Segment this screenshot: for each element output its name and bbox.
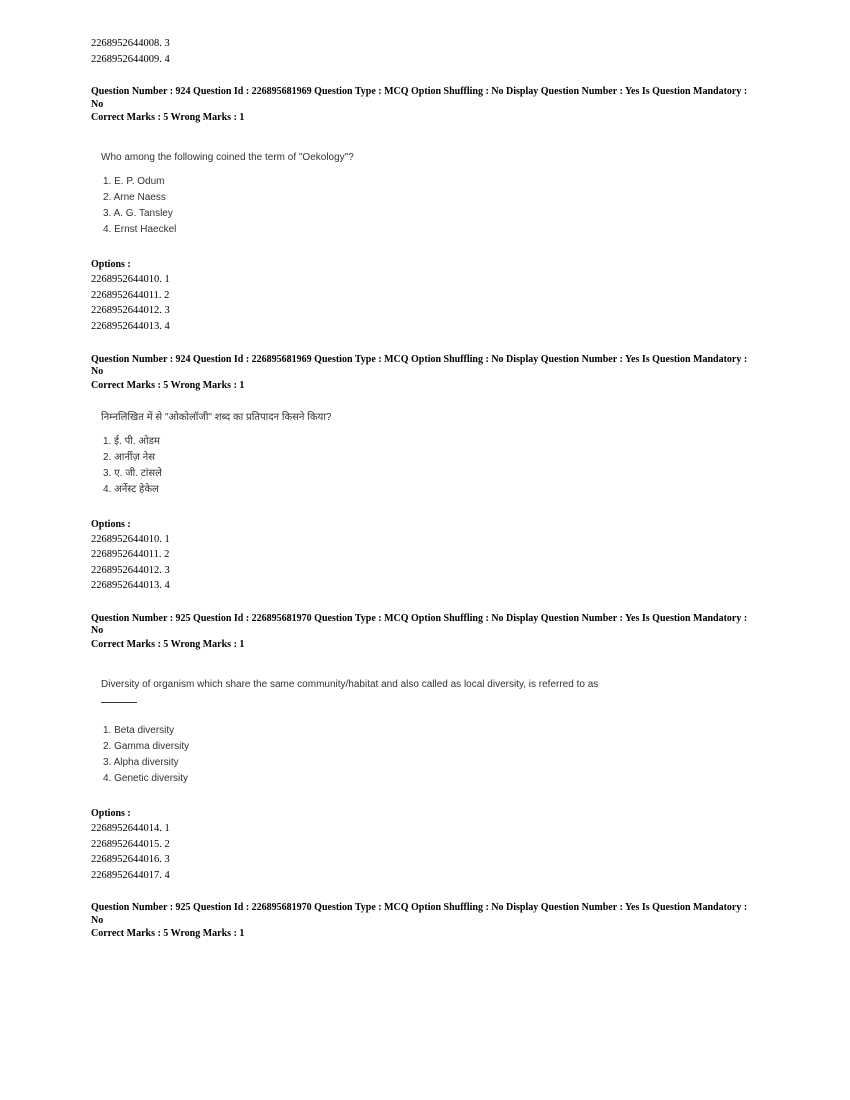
- option-id-line: 2268952644010. 1: [91, 533, 170, 545]
- option-id-line: 2268952644017. 4: [91, 869, 170, 881]
- question-header: Question Number : 925 Question Id : 226895681970 Question Type : MCQ Option Shuffling : No Display Question Number : Yes Is Question Mandatory : No: [91, 902, 748, 926]
- choice-item: 3. Alpha diversity: [103, 756, 179, 768]
- option-id-line: 2268952644015. 2: [91, 838, 170, 850]
- option-id-line: 2268952644013. 4: [91, 580, 170, 592]
- choice-item: 4. Ernst Haeckel: [103, 224, 177, 236]
- choice-item: 3. ए. जी. टांसले: [103, 467, 162, 479]
- question-block: [91, 86, 751, 334]
- question-image: [91, 150, 751, 238]
- option-id-line: 2268952644013. 4: [91, 320, 170, 332]
- choice-item: 4. Genetic diversity: [103, 772, 189, 784]
- answer-blank: [101, 694, 137, 703]
- choice-item: 1. E. P. Odum: [103, 176, 165, 188]
- choice-item: 2. आर्नीज़ नेस: [103, 451, 155, 463]
- option-id-line: 2268952644014. 1: [91, 822, 170, 834]
- question-image: [91, 410, 751, 498]
- option-id-line: 2268952644011. 2: [91, 289, 170, 301]
- question-marks: Correct Marks : 5 Wrong Marks : 1: [91, 928, 245, 940]
- question-text: Who among the following coined the term of "Oekology"?: [101, 152, 354, 164]
- question-text: निम्नलिखित में से "ओकोलॉजी" शब्द का प्रतिपादन किसने किया?: [101, 411, 332, 423]
- option-id-line: 2268952644011. 2: [91, 549, 170, 561]
- question-choices: [101, 434, 751, 498]
- option-id-line: 2268952644009. 4: [91, 53, 170, 65]
- question-marks: Correct Marks : 5 Wrong Marks : 1: [91, 112, 245, 124]
- options-title: Options :: [91, 518, 131, 530]
- question-choices: [101, 723, 751, 787]
- option-id-line: 2268952644010. 1: [91, 274, 170, 286]
- choice-item: 2. Gamma diversity: [103, 740, 190, 752]
- question-header: Question Number : 924 Question Id : 226895681969 Question Type : MCQ Option Shuffling : No Display Question Number : Yes Is Question Mandatory : No: [91, 86, 748, 110]
- question-header: Question Number : 925 Question Id : 226895681970 Question Type : MCQ Option Shuffling : No Display Question Number : Yes Is Question Mandatory : No: [91, 612, 748, 637]
- choice-item: 1. Beta diversity: [103, 724, 175, 736]
- question-choices: [101, 174, 751, 238]
- option-id-line: 2268952644012. 3: [91, 564, 170, 576]
- question-marks: Correct Marks : 5 Wrong Marks : 1: [91, 379, 245, 391]
- question-text: [101, 677, 751, 709]
- question-block: [91, 902, 751, 940]
- choice-item: 4. अर्नेस्ट हेकेल: [103, 483, 159, 495]
- question-text-content: Diversity of organism which share the same community/habitat and also called as local diversity, is referred to as: [101, 678, 599, 690]
- option-id-line: 2268952644016. 3: [91, 854, 170, 866]
- choice-item: 1. ई. पी. ओडम: [103, 435, 160, 447]
- question-marks: Correct Marks : 5 Wrong Marks : 1: [91, 638, 245, 650]
- choice-item: 3. A. G. Tansley: [103, 208, 173, 220]
- option-id-line: 2268952644012. 3: [91, 305, 170, 317]
- question-image: [91, 677, 751, 787]
- question-block: [91, 354, 751, 594]
- option-id-line: 2268952644008. 3: [91, 38, 170, 49]
- question-header: Question Number : 924 Question Id : 226895681969 Question Type : MCQ Option Shuffling : No Display Question Number : Yes Is Question Mandatory : No: [91, 353, 748, 378]
- previous-options-list: [91, 36, 751, 67]
- options-title: Options :: [91, 807, 131, 819]
- options-title: Options :: [91, 259, 131, 271]
- question-block: [91, 613, 751, 883]
- choice-item: 2. Arne Naess: [103, 192, 166, 204]
- document-page: [91, 36, 751, 940]
